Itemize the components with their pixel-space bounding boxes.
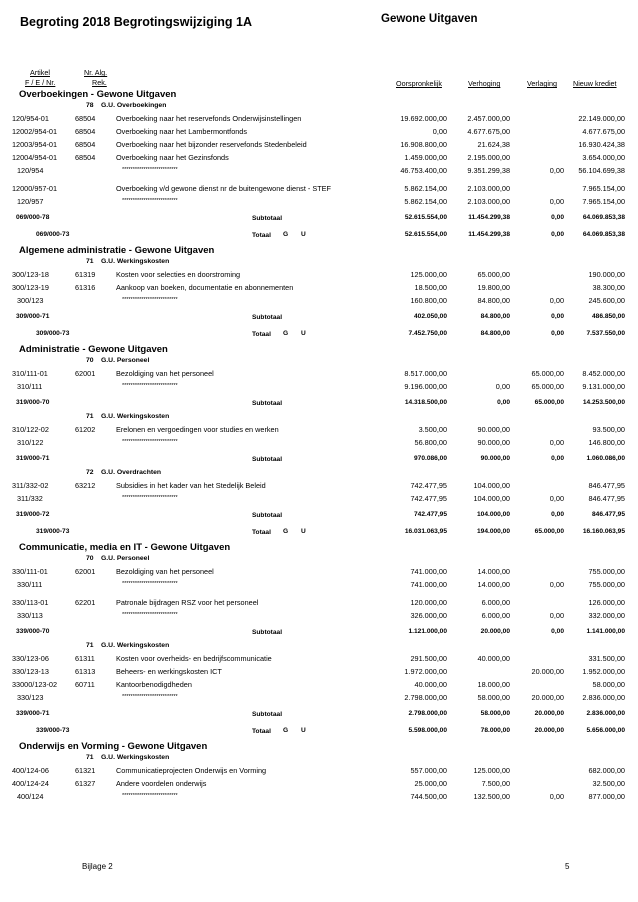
subtotal-code: 069/000-78 bbox=[16, 214, 50, 221]
col-header-verlaging: Verlaging bbox=[527, 79, 557, 88]
amount-increase: 21.624,38 bbox=[477, 140, 510, 149]
total-u-marker: U bbox=[301, 528, 306, 535]
amount-new-credit: 126.000,00 bbox=[588, 598, 625, 607]
amount-original: 402.050,00 bbox=[413, 313, 447, 320]
article-description: Aankoop van boeken, documentatie en abonnementen bbox=[116, 283, 294, 292]
amount-original: 3.500,00 bbox=[418, 425, 447, 434]
total-g-marker: G bbox=[283, 330, 289, 337]
account-code: 61327 bbox=[75, 779, 96, 788]
amount-increase: 2.457.000,00 bbox=[467, 114, 510, 123]
group-label: G.U. Werkingskosten bbox=[101, 642, 170, 649]
amount-original: 52.615.554,00 bbox=[404, 231, 447, 238]
article-code: 12003/954-01 bbox=[12, 140, 58, 149]
amount-new-credit: 7.537.550,00 bbox=[586, 330, 625, 337]
col-header-verhoging: Verhoging bbox=[468, 79, 501, 88]
group-code: 70 bbox=[86, 357, 94, 364]
total-label: Totaal bbox=[252, 529, 271, 536]
amount-increase: 11.454.299,38 bbox=[468, 214, 510, 221]
amount-increase: 84.800,00 bbox=[477, 296, 510, 305]
article-total-code: 310/111 bbox=[17, 382, 43, 391]
amount-decrease: 0,00 bbox=[551, 628, 564, 635]
article-description: Beheers- en werkingskosten ICT bbox=[116, 667, 222, 676]
article-total-code: 120/954 bbox=[17, 166, 44, 175]
amount-new-credit: 16.930.424,38 bbox=[578, 140, 625, 149]
amount-decrease: 0,00 bbox=[551, 231, 564, 238]
group-label: G.U. Overboekingen bbox=[101, 102, 167, 109]
amount-original: 5.598.000,00 bbox=[408, 727, 447, 734]
amount-decrease: 20.000,00 bbox=[534, 727, 564, 734]
amount-new-credit: 846.477,95 bbox=[591, 511, 625, 518]
article-code: 33000/123-02 bbox=[12, 680, 58, 689]
article-description: Bezoldiging van het personeel bbox=[116, 369, 214, 378]
article-description: Erelonen en vergoedingen voor studies en werken bbox=[116, 425, 279, 434]
amount-original: 125.000,00 bbox=[410, 270, 447, 279]
account-code: 62001 bbox=[75, 369, 96, 378]
total-code: 319/000-73 bbox=[36, 528, 70, 535]
subtotal-label: Subtotaal bbox=[252, 314, 283, 321]
amount-increase: 90.000,00 bbox=[480, 455, 510, 462]
amount-new-credit: 682.000,00 bbox=[588, 766, 625, 775]
stars-separator: ************************** bbox=[122, 198, 178, 204]
amount-new-credit: 7.965.154,00 bbox=[582, 184, 625, 193]
amount-increase: 90.000,00 bbox=[477, 438, 510, 447]
amount-original: 1.972.000,00 bbox=[404, 667, 447, 676]
group-label: G.U. Werkingskosten bbox=[101, 258, 170, 265]
article-code: 310/122-02 bbox=[12, 425, 49, 434]
group-code: 71 bbox=[86, 642, 94, 649]
amount-original: 742.477,95 bbox=[410, 481, 447, 490]
amount-original: 1.121.000,00 bbox=[408, 628, 447, 635]
amount-new-credit: 2.836.000,00 bbox=[586, 710, 625, 717]
amount-new-credit: 2.836.000,00 bbox=[582, 693, 625, 702]
amount-original: 741.000,00 bbox=[410, 580, 447, 589]
amount-new-credit: 755.000,00 bbox=[588, 567, 625, 576]
article-total-code: 330/111 bbox=[17, 580, 43, 589]
amount-increase: 104.000,00 bbox=[476, 511, 510, 518]
amount-decrease: 65.000,00 bbox=[531, 382, 564, 391]
amount-decrease: 65.000,00 bbox=[531, 369, 564, 378]
total-label: Totaal bbox=[252, 728, 271, 735]
group-label: G.U. Werkingskosten bbox=[101, 413, 170, 420]
amount-original: 741.000,00 bbox=[410, 567, 447, 576]
col-header-artikel: Artikel bbox=[30, 68, 50, 77]
amount-new-credit: 486.850,00 bbox=[591, 313, 625, 320]
article-description: Communicatieprojecten Onderwijs en Vorming bbox=[116, 766, 267, 775]
amount-original: 18.500,00 bbox=[414, 283, 447, 292]
amount-decrease: 0,00 bbox=[549, 580, 564, 589]
amount-increase: 2.103.000,00 bbox=[467, 184, 510, 193]
amount-decrease: 0,00 bbox=[549, 197, 564, 206]
amount-decrease: 0,00 bbox=[551, 330, 564, 337]
amount-new-credit: 22.149.000,00 bbox=[578, 114, 625, 123]
page-title: Begroting 2018 Begrotingswijziging 1A bbox=[20, 15, 252, 29]
amount-original: 326.000,00 bbox=[410, 611, 447, 620]
amount-original: 19.692.000,00 bbox=[400, 114, 447, 123]
amount-original: 120.000,00 bbox=[410, 598, 447, 607]
subtotal-label: Subtotaal bbox=[252, 629, 283, 636]
group-code: 71 bbox=[86, 413, 94, 420]
stars-separator: ************************** bbox=[122, 581, 178, 587]
amount-original: 52.615.554,00 bbox=[404, 214, 447, 221]
amount-increase: 104.000,00 bbox=[473, 494, 510, 503]
article-code: 300/123-18 bbox=[12, 270, 49, 279]
article-code: 400/124-24 bbox=[12, 779, 49, 788]
amount-decrease: 0,00 bbox=[549, 438, 564, 447]
amount-increase: 58.000,00 bbox=[480, 710, 510, 717]
article-code: 330/111-01 bbox=[12, 567, 48, 576]
article-total-code: 300/123 bbox=[17, 296, 44, 305]
amount-original: 742.477,95 bbox=[413, 511, 447, 518]
article-code: 300/123-19 bbox=[12, 283, 49, 292]
article-total-code: 330/123 bbox=[17, 693, 44, 702]
amount-original: 40.000,00 bbox=[414, 680, 447, 689]
col-header-nralg: Nr. Alg. bbox=[84, 68, 108, 77]
amount-increase: 78.000,00 bbox=[480, 727, 510, 734]
amount-new-credit: 7.965.154,00 bbox=[582, 197, 625, 206]
article-code: 311/332-02 bbox=[12, 481, 49, 490]
account-code: 62201 bbox=[75, 598, 96, 607]
amount-decrease: 0,00 bbox=[549, 166, 564, 175]
amount-new-credit: 14.253.500,00 bbox=[582, 399, 625, 406]
amount-new-credit: 3.654.000,00 bbox=[582, 153, 625, 162]
article-code: 330/113-01 bbox=[12, 598, 49, 607]
amount-new-credit: 331.500,00 bbox=[588, 654, 625, 663]
amount-original: 160.800,00 bbox=[410, 296, 447, 305]
amount-new-credit: 1.952.000,00 bbox=[582, 667, 625, 676]
subtotal-code: 319/000-70 bbox=[16, 399, 50, 406]
total-g-marker: G bbox=[283, 231, 289, 238]
amount-new-credit: 32.500,00 bbox=[592, 779, 625, 788]
stars-separator: ************************** bbox=[122, 793, 178, 799]
amount-original: 16.908.800,00 bbox=[400, 140, 447, 149]
group-code: 71 bbox=[86, 258, 94, 265]
amount-original: 46.753.400,00 bbox=[400, 166, 447, 175]
amount-increase: 132.500,00 bbox=[473, 792, 510, 801]
amount-increase: 11.454.299,38 bbox=[468, 231, 510, 238]
amount-new-credit: 9.131.000,00 bbox=[582, 382, 625, 391]
amount-increase: 19.800,00 bbox=[477, 283, 510, 292]
article-description: Kosten voor selecties en doorstroming bbox=[116, 270, 241, 279]
account-code: 61313 bbox=[75, 667, 96, 676]
amount-increase: 20.000,00 bbox=[480, 628, 510, 635]
amount-increase: 40.000,00 bbox=[477, 654, 510, 663]
amount-increase: 125.000,00 bbox=[473, 766, 510, 775]
amount-original: 1.459.000,00 bbox=[404, 153, 447, 162]
article-code: 330/123-06 bbox=[12, 654, 49, 663]
amount-new-credit: 245.600,00 bbox=[588, 296, 625, 305]
group-code: 71 bbox=[86, 754, 94, 761]
article-total-code: 120/957 bbox=[17, 197, 44, 206]
amount-increase: 9.351.299,38 bbox=[467, 166, 510, 175]
amount-original: 291.500,00 bbox=[410, 654, 447, 663]
section-heading: Communicatie, media en IT - Gewone Uitgaven bbox=[19, 542, 231, 553]
article-description: Overboeking naar het bijzonder reservefonds Stedenbeleid bbox=[116, 140, 307, 149]
subtotal-label: Subtotaal bbox=[252, 512, 283, 519]
amount-decrease: 65.000,00 bbox=[534, 528, 564, 535]
amount-new-credit: 64.069.853,38 bbox=[582, 214, 625, 221]
article-description: Overboeking naar het Lambermontfonds bbox=[116, 127, 248, 136]
article-description: Overboeking v/d gewone dienst nr de buitengewone dienst - STEF bbox=[116, 184, 331, 193]
amount-original: 2.798.000,00 bbox=[408, 710, 447, 717]
amount-decrease: 0,00 bbox=[549, 494, 564, 503]
amount-decrease: 0,00 bbox=[551, 214, 564, 221]
amount-new-credit: 4.677.675,00 bbox=[582, 127, 625, 136]
account-code: 61321 bbox=[75, 766, 96, 775]
article-code: 12002/954-01 bbox=[12, 127, 58, 136]
amount-original: 16.031.063,95 bbox=[404, 528, 447, 535]
amount-new-credit: 877.000,00 bbox=[588, 792, 625, 801]
account-code: 68504 bbox=[75, 153, 96, 162]
subtotal-label: Subtotaal bbox=[252, 456, 283, 463]
account-code: 68504 bbox=[75, 140, 96, 149]
subtotal-code: 339/000-71 bbox=[16, 710, 50, 717]
article-code: 400/124-06 bbox=[12, 766, 49, 775]
total-label: Totaal bbox=[252, 232, 271, 239]
amount-increase: 65.000,00 bbox=[477, 270, 510, 279]
account-code: 68504 bbox=[75, 114, 96, 123]
subtotal-label: Subtotaal bbox=[252, 711, 283, 718]
amount-increase: 2.103.000,00 bbox=[467, 197, 510, 206]
article-code: 330/123-13 bbox=[12, 667, 49, 676]
stars-separator: ************************** bbox=[122, 495, 178, 501]
account-code: 62001 bbox=[75, 567, 96, 576]
group-code: 70 bbox=[86, 555, 94, 562]
amount-increase: 6.000,00 bbox=[481, 598, 510, 607]
account-code: 61316 bbox=[75, 283, 96, 292]
total-label: Totaal bbox=[252, 331, 271, 338]
amount-original: 8.517.000,00 bbox=[404, 369, 447, 378]
amount-new-credit: 5.656.000,00 bbox=[586, 727, 625, 734]
group-code: 78 bbox=[86, 102, 94, 109]
article-code: 12000/957-01 bbox=[12, 184, 58, 193]
amount-original: 970.086,00 bbox=[413, 455, 447, 462]
total-code: 309/000-73 bbox=[36, 330, 70, 337]
article-description: Subsidies in het kader van het Stedelijk Beleid bbox=[116, 481, 266, 490]
amount-original: 744.500,00 bbox=[410, 792, 447, 801]
subtotal-label: Subtotaal bbox=[252, 215, 283, 222]
amount-original: 0,00 bbox=[432, 127, 447, 136]
amount-increase: 194.000,00 bbox=[476, 528, 510, 535]
article-code: 310/111-01 bbox=[12, 369, 48, 378]
amount-original: 742.477,95 bbox=[410, 494, 447, 503]
article-code: 120/954-01 bbox=[12, 114, 49, 123]
amount-new-credit: 755.000,00 bbox=[588, 580, 625, 589]
section-heading: Onderwijs en Vorming - Gewone Uitgaven bbox=[19, 741, 208, 752]
amount-original: 7.452.750,00 bbox=[408, 330, 447, 337]
account-code: 60711 bbox=[75, 680, 95, 689]
amount-new-credit: 58.000,00 bbox=[592, 680, 625, 689]
amount-decrease: 20.000,00 bbox=[531, 693, 564, 702]
page-subtitle: Gewone Uitgaven bbox=[381, 13, 478, 25]
article-total-code: 330/113 bbox=[17, 611, 43, 620]
amount-increase: 6.000,00 bbox=[481, 611, 510, 620]
amount-increase: 18.000,00 bbox=[477, 680, 510, 689]
article-total-code: 311/332 bbox=[17, 494, 43, 503]
account-code: 61319 bbox=[75, 270, 96, 279]
amount-decrease: 0,00 bbox=[549, 792, 564, 801]
amount-decrease: 0,00 bbox=[549, 296, 564, 305]
stars-separator: ************************** bbox=[122, 439, 178, 445]
amount-new-credit: 190.000,00 bbox=[588, 270, 625, 279]
stars-separator: ************************** bbox=[122, 297, 178, 303]
amount-increase: 2.195.000,00 bbox=[467, 153, 510, 162]
section-heading: Overboekingen - Gewone Uitgaven bbox=[19, 89, 177, 100]
amount-original: 25.000,00 bbox=[414, 779, 447, 788]
amount-new-credit: 64.069.853,38 bbox=[582, 231, 625, 238]
amount-new-credit: 1.141.000,00 bbox=[586, 628, 625, 635]
amount-original: 5.862.154,00 bbox=[404, 197, 447, 206]
amount-decrease: 20.000,00 bbox=[534, 710, 564, 717]
account-code: 63212 bbox=[75, 481, 96, 490]
amount-new-credit: 1.060.086,00 bbox=[586, 455, 625, 462]
amount-increase: 90.000,00 bbox=[477, 425, 510, 434]
col-header-fen: F / E / Nr. bbox=[25, 78, 56, 87]
amount-original: 56.800,00 bbox=[414, 438, 447, 447]
amount-original: 557.000,00 bbox=[410, 766, 447, 775]
group-label: G.U. Werkingskosten bbox=[101, 754, 170, 761]
group-label: G.U. Personeel bbox=[101, 357, 150, 364]
amount-increase: 104.000,00 bbox=[473, 481, 510, 490]
account-code: 68504 bbox=[75, 127, 96, 136]
total-g-marker: G bbox=[283, 528, 289, 535]
amount-increase: 0,00 bbox=[495, 382, 510, 391]
article-total-code: 310/122 bbox=[17, 438, 44, 447]
amount-original: 5.862.154,00 bbox=[404, 184, 447, 193]
amount-new-credit: 146.800,00 bbox=[588, 438, 625, 447]
page-number: 5 bbox=[565, 862, 570, 871]
amount-increase: 4.677.675,00 bbox=[467, 127, 510, 136]
article-description: Kosten voor overheids- en bedrijfscommunicatie bbox=[116, 654, 272, 663]
subtotal-code: 309/000-71 bbox=[16, 313, 50, 320]
amount-increase: 84.800,00 bbox=[480, 313, 510, 320]
article-description: Overboeking naar het reservefonds Onderwijsinstellingen bbox=[116, 114, 302, 123]
total-u-marker: U bbox=[301, 330, 306, 337]
amount-increase: 14.000,00 bbox=[477, 580, 510, 589]
group-label: G.U. Personeel bbox=[101, 555, 150, 562]
col-header-oorspronkelijk: Oorspronkelijk bbox=[396, 79, 442, 88]
amount-original: 14.318.500,00 bbox=[404, 399, 447, 406]
article-description: Patronale bijdragen RSZ voor het personeel bbox=[116, 598, 259, 607]
amount-increase: 84.800,00 bbox=[480, 330, 510, 337]
subtotal-code: 339/000-70 bbox=[16, 628, 50, 635]
total-code: 069/000-73 bbox=[36, 231, 70, 238]
amount-new-credit: 56.104.699,38 bbox=[578, 166, 625, 175]
amount-new-credit: 332.000,00 bbox=[588, 611, 625, 620]
article-description: Kantoorbenodigdheden bbox=[116, 680, 192, 689]
footer-annex: Bijlage 2 bbox=[82, 862, 113, 871]
col-header-rek: Rek. bbox=[92, 78, 107, 87]
stars-separator: ************************** bbox=[122, 612, 178, 618]
section-heading: Administratie - Gewone Uitgaven bbox=[19, 344, 168, 355]
total-u-marker: U bbox=[301, 231, 306, 238]
group-label: G.U. Overdrachten bbox=[101, 469, 162, 476]
subtotal-code: 319/000-71 bbox=[16, 455, 50, 462]
amount-new-credit: 846.477,95 bbox=[588, 494, 625, 503]
amount-original: 9.196.000,00 bbox=[404, 382, 447, 391]
article-description: Andere voordelen onderwijs bbox=[116, 779, 207, 788]
col-header-nieuw-krediet: Nieuw krediet bbox=[573, 79, 617, 88]
subtotal-code: 319/000-72 bbox=[16, 511, 50, 518]
amount-decrease: 0,00 bbox=[549, 611, 564, 620]
subtotal-label: Subtotaal bbox=[252, 400, 283, 407]
amount-decrease: 65.000,00 bbox=[534, 399, 564, 406]
amount-increase: 0,00 bbox=[497, 399, 510, 406]
stars-separator: ************************** bbox=[122, 694, 178, 700]
amount-increase: 14.000,00 bbox=[477, 567, 510, 576]
amount-new-credit: 93.500,00 bbox=[592, 425, 625, 434]
article-total-code: 400/124 bbox=[17, 792, 44, 801]
group-code: 72 bbox=[86, 469, 94, 476]
amount-increase: 7.500,00 bbox=[481, 779, 510, 788]
amount-decrease: 0,00 bbox=[551, 455, 564, 462]
amount-new-credit: 8.452.000,00 bbox=[582, 369, 625, 378]
amount-new-credit: 846.477,95 bbox=[588, 481, 625, 490]
article-description: Overboeking naar het Gezinsfonds bbox=[116, 153, 229, 162]
article-description: Bezoldiging van het personeel bbox=[116, 567, 214, 576]
amount-original: 2.798.000,00 bbox=[404, 693, 447, 702]
amount-decrease: 20.000,00 bbox=[531, 667, 564, 676]
amount-new-credit: 16.160.063,95 bbox=[582, 528, 625, 535]
amount-new-credit: 38.300,00 bbox=[592, 283, 625, 292]
article-code: 12004/954-01 bbox=[12, 153, 58, 162]
amount-decrease: 0,00 bbox=[551, 511, 564, 518]
account-code: 61202 bbox=[75, 425, 96, 434]
total-u-marker: U bbox=[301, 727, 306, 734]
amount-decrease: 0,00 bbox=[551, 313, 564, 320]
account-code: 61311 bbox=[75, 654, 95, 663]
section-heading: Algemene administratie - Gewone Uitgaven bbox=[19, 245, 215, 256]
stars-separator: ************************** bbox=[122, 167, 178, 173]
total-g-marker: G bbox=[283, 727, 289, 734]
total-code: 339/000-73 bbox=[36, 727, 70, 734]
amount-increase: 58.000,00 bbox=[477, 693, 510, 702]
stars-separator: ************************** bbox=[122, 383, 178, 389]
